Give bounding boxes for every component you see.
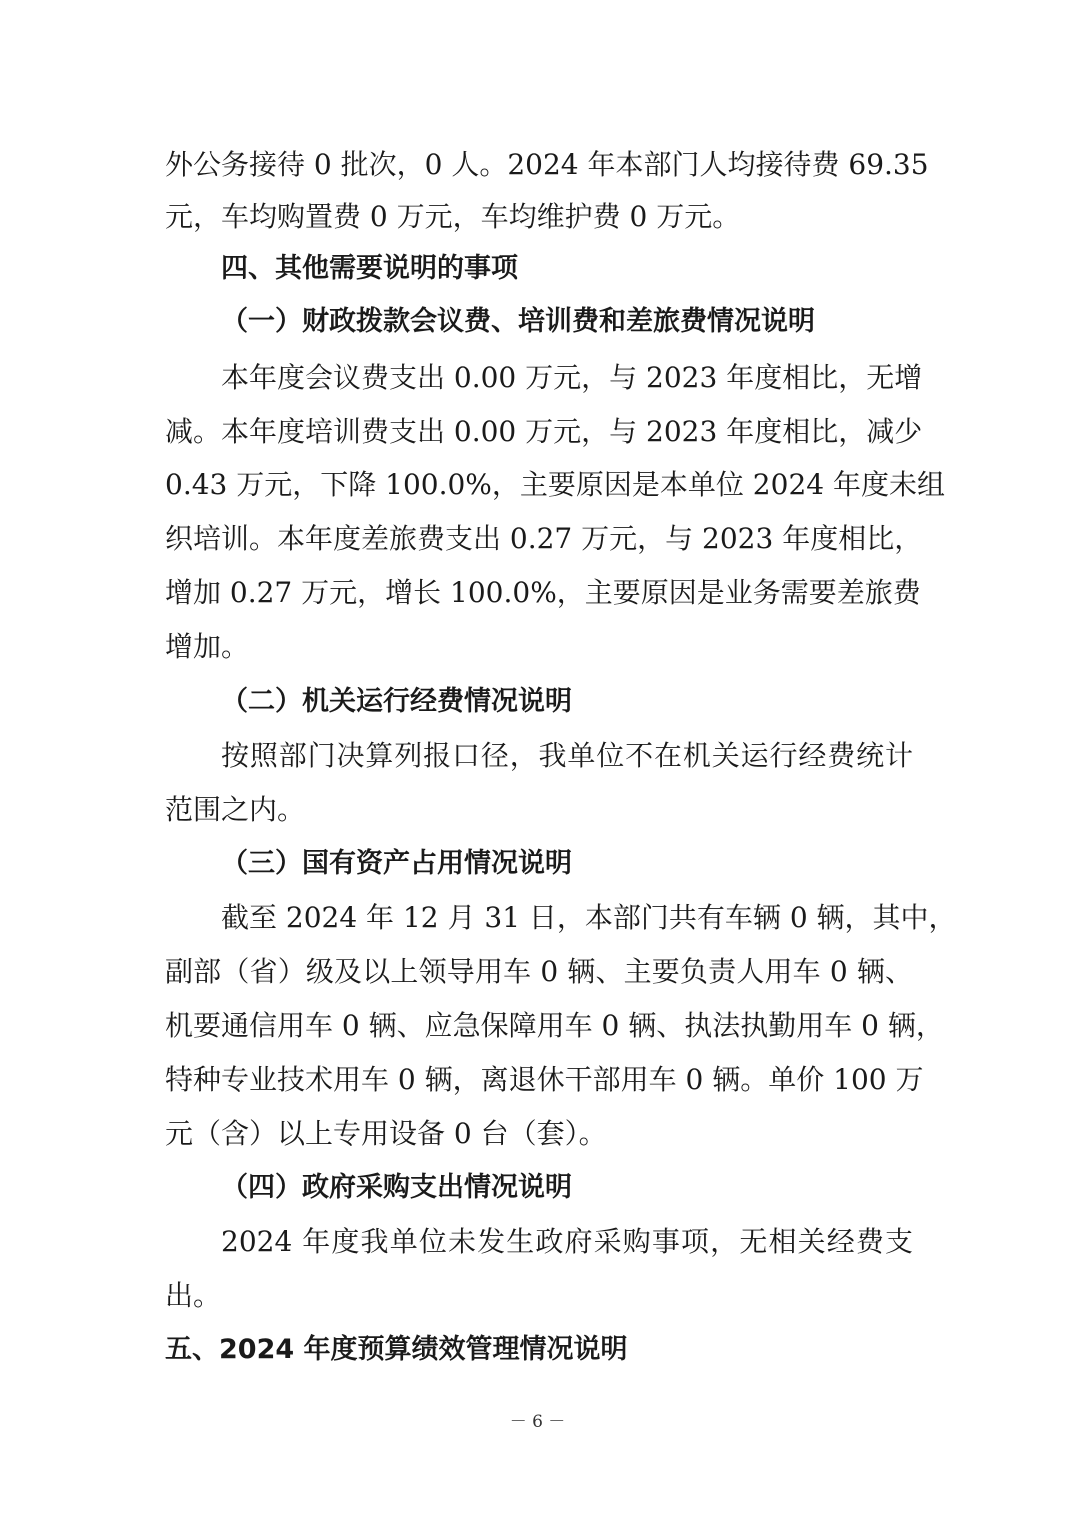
paragraph-line: 减。本年度培训费支出 0.00 万元，与 2023 年度相比，减少 bbox=[165, 415, 923, 448]
subsection-heading-2: （二）机关运行经费情况说明 bbox=[221, 686, 572, 717]
paragraph-line: 机要通信用车 0 辆、应急保障用车 0 辆、执法执勤用车 0 辆， bbox=[165, 1009, 944, 1042]
paragraph-line: 2024 年度我单位未发生政府采购事项，无相关经费支 bbox=[221, 1225, 913, 1258]
paragraph-line: 出。 bbox=[165, 1279, 222, 1312]
paragraph-line: 织培训。本年度差旅费支出 0.27 万元，与 2023 年度相比， bbox=[165, 522, 923, 555]
paragraph-line: 副部（省）级及以上领导用车 0 辆、主要负责人用车 0 辆、 bbox=[165, 955, 913, 988]
page-number: － 6 － bbox=[509, 1412, 566, 1432]
section-heading-4: 四、其他需要说明的事项 bbox=[221, 253, 518, 284]
paragraph-line: 外公务接待 0 批次，0 人。2024 年本部门人均接待费 69.35 bbox=[165, 148, 929, 181]
paragraph-line: 元（含）以上专用设备 0 台（套）。 bbox=[165, 1117, 607, 1150]
paragraph-line: 0.43 万元，下降 100.0%，主要原因是本单位 2024 年度未组 bbox=[165, 468, 945, 501]
subsection-heading-3: （三）国有资产占用情况说明 bbox=[221, 848, 572, 879]
paragraph-line: 范围之内。 bbox=[165, 793, 306, 826]
paragraph-line: 增加。 bbox=[165, 630, 250, 663]
paragraph-line: 特种专业技术用车 0 辆，离退休干部用车 0 辆。单价 100 万 bbox=[165, 1063, 924, 1096]
paragraph-line: 按照部门决算列报口径，我单位不在机关运行经费统计 bbox=[221, 739, 913, 772]
paragraph-line: 截至 2024 年 12 月 31 日，本部门共有车辆 0 辆，其中， bbox=[221, 901, 957, 934]
subsection-heading-4: （四）政府采购支出情况说明 bbox=[221, 1172, 572, 1203]
paragraph-line: 增加 0.27 万元，增长 100.0%，主要原因是业务需要差旅费 bbox=[165, 576, 921, 609]
paragraph-line: 本年度会议费支出 0.00 万元，与 2023 年度相比，无增 bbox=[221, 361, 923, 394]
section-heading-5: 五、2024 年度预算绩效管理情况说明 bbox=[165, 1334, 628, 1365]
subsection-heading-1: （一）财政拨款会议费、培训费和差旅费情况说明 bbox=[221, 306, 815, 337]
paragraph-line: 元，车均购置费 0 万元，车均维护费 0 万元。 bbox=[165, 200, 741, 233]
